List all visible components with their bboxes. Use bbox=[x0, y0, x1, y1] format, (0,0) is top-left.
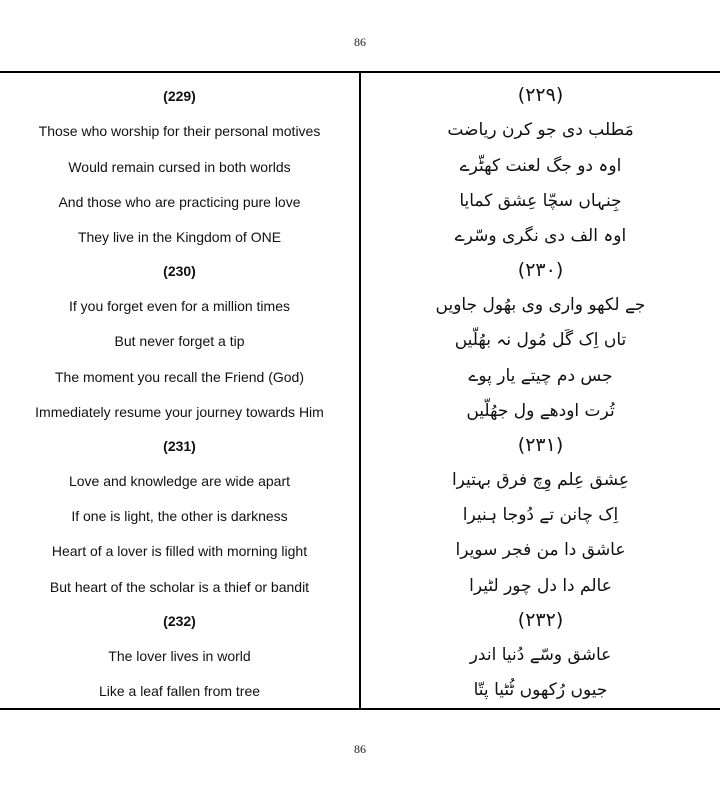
english-verse-line: But never forget a tip bbox=[114, 333, 245, 349]
punjabi-verse-number: (۲۳۰) bbox=[517, 259, 564, 281]
punjabi-verse-line: اوہ الف دی نگری وسّرے bbox=[454, 226, 627, 246]
punjabi-verse-line: جس دم چیتے یار پوے bbox=[468, 366, 613, 386]
punjabi-verse-line: اوہ دو جگ لعنت کھٹّرے bbox=[459, 156, 622, 176]
punjabi-verse-line: اِک چانن تے دُوجا ہنیرا bbox=[462, 505, 619, 525]
english-verse-line: Immediately resume your journey towards Him bbox=[35, 404, 324, 420]
english-verse-line: And those who are practicing pure love bbox=[58, 194, 301, 210]
punjabi-verse-number: (۲۳۱) bbox=[517, 434, 564, 456]
english-verse-line: Like a leaf fallen from tree bbox=[98, 683, 261, 699]
punjabi-verse-line: عِشق عِلم وِچ فرق بہتیرا bbox=[451, 470, 630, 490]
english-verse-line: If one is light, the other is darkness bbox=[71, 508, 288, 524]
english-verse-line: Love and knowledge are wide apart bbox=[68, 473, 291, 489]
punjabi-verse-line: جِنہاں سچّا عِشق کمایا bbox=[459, 191, 622, 211]
english-verse-number: (232) bbox=[163, 613, 196, 629]
english-verse-line: But heart of the scholar is a thief or bandit bbox=[49, 579, 310, 595]
punjabi-verse-line: تُرت اودھے ول جھُلّیں bbox=[466, 401, 615, 421]
punjabi-verse-number: (۲۲۹) bbox=[517, 84, 564, 106]
english-verse-line: Would remain cursed in both worlds bbox=[68, 159, 291, 175]
bottom-rule bbox=[0, 708, 720, 710]
english-verse-number: (229) bbox=[163, 88, 196, 104]
english-verse-line: Those who worship for their personal motives bbox=[38, 123, 321, 139]
english-verse-line: The moment you recall the Friend (God) bbox=[55, 369, 304, 385]
punjabi-verse-line: جے لکھو واری وی بھُول جاویں bbox=[435, 295, 646, 315]
page-number-top: 86 bbox=[354, 35, 366, 49]
english-verse-number: (231) bbox=[163, 438, 196, 454]
english-verse-number: (230) bbox=[163, 263, 196, 279]
english-verse-line: The lover lives in world bbox=[108, 648, 251, 664]
punjabi-verse-line: مَطلب دی جو کرن ریاضت bbox=[447, 120, 634, 140]
english-verse-line: Heart of a lover is filled with morning light bbox=[51, 543, 308, 559]
punjabi-verse-line: تاں اِک گَل مُول نہ بھُلّیں bbox=[454, 330, 627, 350]
punjabi-verse-line: جیوں رُکھوں ٹُٹیا پتّا bbox=[473, 680, 608, 700]
punjabi-verse-line: عالم دا دل چور لٹیرا bbox=[469, 576, 612, 596]
english-verse-line: If you forget even for a million times bbox=[69, 298, 290, 314]
punjabi-verse-line: عاشق وسّے دُنیا اندر bbox=[469, 645, 612, 665]
english-verse-line: They live in the Kingdom of ONE bbox=[77, 229, 282, 245]
page-number-bottom: 86 bbox=[354, 742, 366, 756]
punjabi-verse-line: عاشق دا من فجر سویرا bbox=[455, 540, 626, 560]
punjabi-verse-number: (۲۳۲) bbox=[517, 609, 564, 631]
